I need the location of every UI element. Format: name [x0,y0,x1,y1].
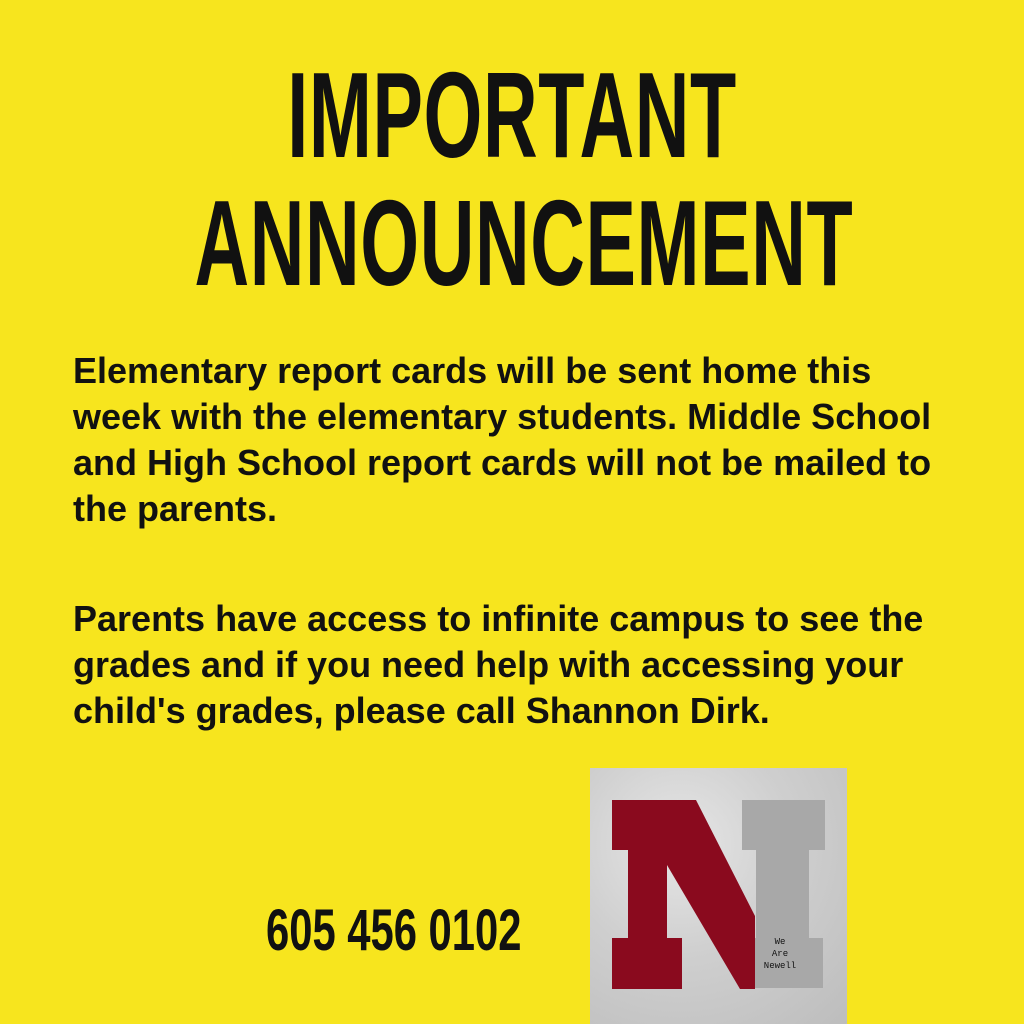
logo-caption-line: We [774,937,786,947]
newell-logo [590,768,847,1024]
logo-caption [760,936,800,972]
headline-line-1: IMPORTANT [287,47,737,183]
headline-line-2: ANNOUNCEMENT [194,175,854,311]
logo-caption-line: Are [771,949,789,959]
phone-number: 605 456 0102 [266,898,522,963]
grades-access-paragraph: Parents have access to infinite campus to see the grades and if you need help with accessing your child's grades, please call Shannon Dirk. [73,598,924,731]
report-card-paragraph: Elementary report cards will be sent home this week with the elementary students. Middle School and High School report cards will not be mailed to the parents. [73,350,932,529]
n-logo-icon [590,768,847,1024]
logo-caption-line: Newell [763,961,797,971]
